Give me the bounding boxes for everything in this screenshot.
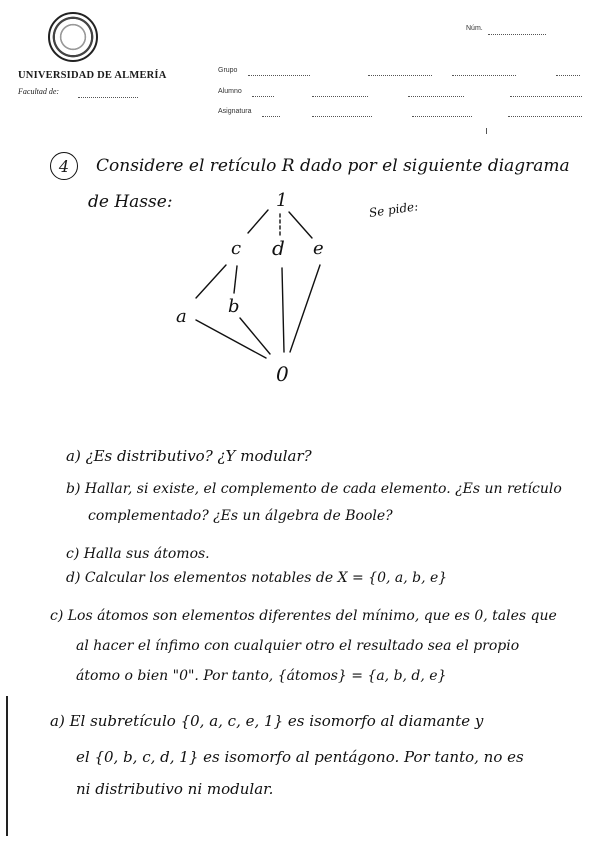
num-label: Núm. bbox=[466, 25, 483, 32]
answer-a-line-2: el {0, b, c, d, 1} es isomorfo al pentágono. Por tanto, no es bbox=[76, 748, 524, 766]
answer-a-line-1: a) El subretículo {0, a, c, e, 1} es isomorfo al diamante y bbox=[50, 712, 484, 730]
problem-intro-line-2: de Hasse: bbox=[88, 192, 173, 212]
margin-mark bbox=[6, 696, 8, 836]
se-pide-note: Se pide: bbox=[368, 199, 420, 220]
question-b-line-2: complementado? ¿Es un álgebra de Boole? bbox=[88, 508, 393, 524]
node-bottom: 0 bbox=[276, 362, 289, 386]
question-c: c) Halla sus átomos. bbox=[66, 546, 210, 562]
answer-c-line-3: átomo o bien "0". Por tanto, {átomos} = {a, b, d, e} bbox=[76, 668, 447, 684]
answer-a-line-3: ni distributivo ni modular. bbox=[76, 780, 274, 798]
asignatura-label: Asignatura bbox=[218, 108, 252, 115]
edge-c-a bbox=[196, 265, 226, 298]
edge-d-bottom bbox=[282, 268, 284, 352]
faculty-label: Facultad de: bbox=[18, 87, 60, 96]
grupo-label: Grupo bbox=[218, 67, 238, 74]
edge-c-b bbox=[234, 266, 237, 293]
problem-intro-line-1: Considere el retículo R dado por el siguiente diagrama bbox=[96, 156, 570, 176]
problem-number: 4 bbox=[50, 152, 78, 180]
question-d: d) Calcular los elementos notables de X = {0, a, b, e} bbox=[66, 570, 448, 586]
edge-a-bottom bbox=[196, 320, 266, 358]
node-a: a bbox=[176, 306, 187, 327]
university-name: UNIVERSIDAD DE ALMERÍA bbox=[18, 70, 167, 81]
node-e: e bbox=[313, 238, 324, 259]
node-b: b bbox=[228, 296, 240, 317]
edge-top-c bbox=[248, 210, 268, 233]
node-c: c bbox=[231, 238, 242, 259]
node-top: 1 bbox=[276, 190, 288, 211]
alumno-label: Alumno bbox=[218, 88, 242, 95]
edge-top-e bbox=[289, 212, 312, 238]
edge-e-bottom bbox=[290, 265, 320, 352]
question-a: a) ¿Es distributivo? ¿Y modular? bbox=[66, 447, 312, 465]
node-d: d bbox=[272, 236, 285, 260]
question-b-line-1: b) Hallar, si existe, el complemento de cada elemento. ¿Es un retículo bbox=[66, 481, 562, 497]
edge-b-bottom bbox=[240, 318, 270, 354]
answer-c-line-1: c) Los átomos son elementos diferentes del mínimo, que es 0, tales que bbox=[50, 608, 557, 624]
answer-c-line-2: al hacer el ínfimo con cualquier otro el resultado sea el propio bbox=[76, 638, 520, 654]
